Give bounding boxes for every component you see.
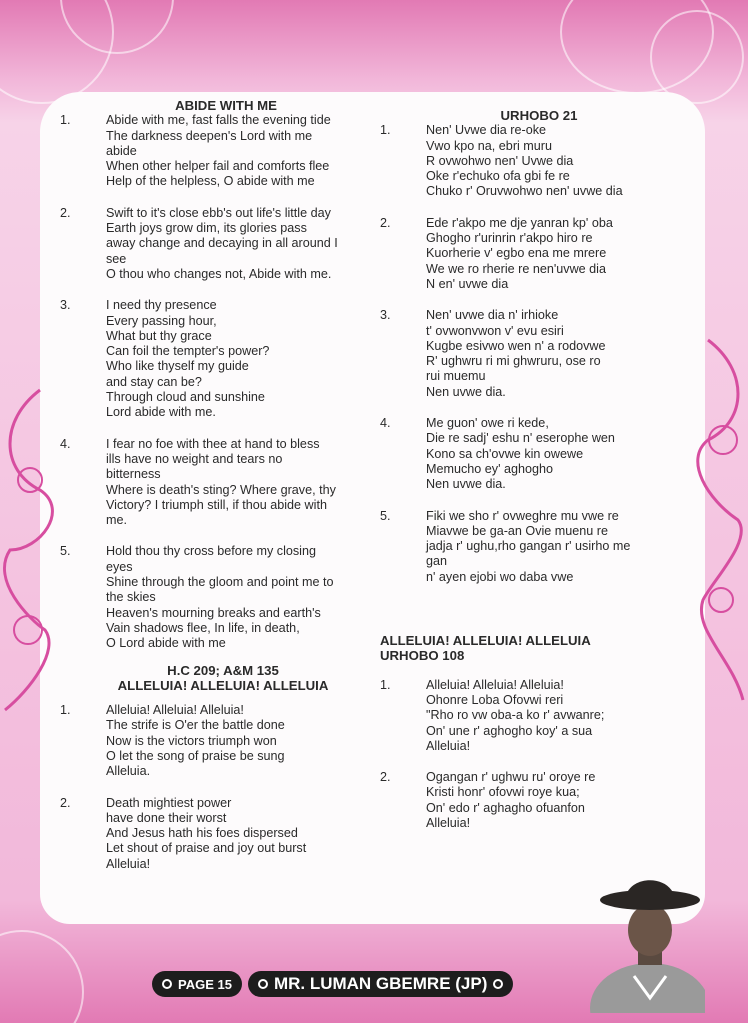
verse-line: Help of the helpless, O abide with me (106, 174, 315, 189)
name-label: MR. LUMAN GBEMRE (JP) (273, 974, 488, 993)
hymn-title-alleluia: ALLELUIA! ALLELUIA! ALLELUIA (117, 677, 329, 693)
verse-line: Ohonre Loba Ofovwi reri (426, 692, 564, 707)
left-column (60, 98, 366, 872)
verse-number: 4. (380, 416, 391, 431)
verse-line: "Rho ro vw oba-a ko r' avwanre; (426, 708, 605, 723)
verse-line: Alleluia! (426, 738, 471, 753)
verse-line: Fiki we sho r' ovweghre mu vwe re (426, 508, 619, 523)
verse-line: Heaven's mourning breaks and earth's (106, 605, 321, 620)
verse-line: jadja r' ughu,rho gangan r' usirho me (426, 539, 631, 554)
verse-line: O Lord abide with me (106, 636, 226, 651)
verse-line: Kono sa ch'ovwe kin owewe (426, 446, 584, 461)
verse-line: Alleluia. (106, 764, 151, 779)
right-column (380, 108, 670, 831)
verse-line: Victory? I triumph still, if thou abide with (106, 497, 327, 512)
verse-number: 2. (380, 215, 391, 230)
hymn-verse (60, 113, 366, 189)
verse-line: have done their worst (106, 810, 227, 825)
verse-line: Vain shadows flee, In life, in death, (106, 620, 300, 635)
verse-line: Through cloud and sunshine (106, 390, 265, 405)
verse-line: n' ayen ejobi wo daba vwe (426, 569, 574, 584)
hymn-verse (380, 308, 670, 400)
verse-line: eyes (106, 559, 133, 574)
verse-line: Hold thou thy cross before my closing (106, 544, 316, 559)
verse-line: We we ro rherie re nen'uvwe dia (426, 261, 606, 276)
hymn-title-urhobo-21: URHOBO 21 (500, 108, 578, 123)
decorative-swirl (0, 930, 84, 1023)
verse-number: 2. (380, 770, 391, 785)
verse-line: Nen' Uvwe dia re-oke (426, 123, 546, 138)
hymn-verse (60, 206, 366, 282)
verse-line: Shine through the gloom and point me to (106, 575, 334, 590)
verse-number: 1. (380, 123, 391, 138)
verse-line: On' une r' aghogho koy' a sua (426, 723, 593, 738)
verse-line: I fear no foe with thee at hand to bless (106, 436, 320, 451)
page-number-badge (152, 971, 242, 997)
verse-number: 2. (60, 205, 71, 220)
hymn-verse (380, 509, 670, 585)
hymn-verse (380, 123, 670, 199)
hymn-verse (380, 770, 670, 831)
verse-line: Ede r'akpo me dje yanran kp' oba (426, 215, 613, 230)
verse-line: N en' uvwe dia (426, 276, 509, 291)
verse-line: and stay can be? (106, 374, 202, 389)
hymn-verse (380, 678, 670, 754)
verse-number: 4. (60, 436, 71, 451)
verse-line: When other helper fail and comforts flee (106, 159, 330, 174)
verse-line: Me guon' owe ri kede, (426, 416, 549, 431)
hymn-verse (60, 437, 366, 529)
verse-line: Nen uvwe dia. (426, 477, 506, 492)
name-badge (248, 971, 513, 997)
hymn-reference: H.C 209; A&M 135 (167, 662, 279, 678)
verse-line: O thou who changes not, Abide with me. (106, 266, 332, 281)
verse-line: t' ovwonvwon v' evu esiri (426, 323, 564, 338)
verse-line: ills have no weight and tears no (106, 451, 283, 466)
verse-number: 3. (380, 308, 391, 323)
verse-line: Oke r'echuko ofa gbi fe re (426, 169, 570, 184)
verse-line: R ovwohwo nen' Uvwe dia (426, 153, 574, 168)
verse-number: 1. (60, 113, 71, 128)
bullet-icon (162, 979, 172, 989)
verse-line: Nen' uvwe dia n' irhioke (426, 308, 559, 323)
page-label: PAGE 15 (178, 976, 232, 992)
verse-line: Ogangan r' ughwu ru' oroye re (426, 770, 596, 785)
verse-line: Die re sadj' eshu n' eserophe wen (426, 431, 615, 446)
verse-line: Where is death's sting? Where grave, thy (106, 482, 336, 497)
verse-line: Vwo kpo na, ebri muru (426, 138, 552, 153)
verse-line: Who like thyself my guide (106, 359, 249, 374)
right-ornament (693, 330, 748, 710)
verse-line: Every passing hour, (106, 313, 217, 328)
verse-line: O let the song of praise be sung (106, 748, 285, 763)
left-ornament (0, 380, 55, 720)
decorative-swirl (650, 10, 744, 104)
bullet-icon (258, 979, 268, 989)
verse-line: What but thy grace (106, 328, 212, 343)
verse-line: Swift to it's close ebb's out life's little day (106, 205, 331, 220)
verse-line: bitterness (106, 467, 161, 482)
verse-number: 1. (380, 677, 391, 692)
verse-line: Chuko r' Oruvwohwo nen' uvwe dia (426, 184, 623, 199)
verse-line: abide (106, 143, 137, 158)
verse-line: Alleluia! Alleluia! Alleluia! (426, 677, 564, 692)
verse-number: 3. (60, 298, 71, 313)
hymn-verse (60, 796, 366, 872)
verse-number: 2. (60, 795, 71, 810)
verse-line: Nen uvwe dia. (426, 384, 506, 399)
hymn-verse (60, 544, 366, 651)
hymn-verse (380, 216, 670, 292)
verse-line: Miavwe be ga-an Ovie muenu re (426, 523, 609, 538)
verse-line: Abide with me, fast falls the evening tide (106, 113, 331, 128)
hymn-title-alleluia-urhobo: ALLELUIA! ALLELUIA! ALLELUIA (380, 633, 591, 649)
verse-line: On' edo r' aghagho ofuanfon (426, 800, 585, 815)
verse-line: Can foil the tempter's power? (106, 344, 270, 359)
verse-line: R' ughwru ri mi ghwruru, ose ro (426, 354, 601, 369)
hymn-verse (380, 416, 670, 492)
verse-line: Lord abide with me. (106, 405, 216, 420)
bullet-icon (493, 979, 503, 989)
verse-line: me. (106, 513, 127, 528)
verse-line: Now is the victors triumph won (106, 733, 277, 748)
verse-line: Kugbe esivwo wen n' a rodovwe (426, 338, 606, 353)
hymn-verse (60, 298, 366, 420)
verse-line: Let shout of praise and joy out burst (106, 841, 307, 856)
portrait-image (590, 858, 705, 1013)
verse-number: 5. (380, 508, 391, 523)
hymn-title-abide-with-me: ABIDE WITH ME (175, 98, 277, 113)
footer (152, 971, 513, 997)
verse-number: 1. (60, 703, 71, 718)
verse-line: The darkness deepen's Lord with me (106, 128, 313, 143)
verse-line: Death mightiest power (106, 795, 232, 810)
verse-line: Kristi honr' ofovwi roye kua; (426, 785, 580, 800)
verse-line: the skies (106, 590, 156, 605)
verse-line: Alleluia! (426, 815, 471, 830)
verse-line: away change and decaying in all around I (106, 236, 338, 251)
verse-line: I need thy presence (106, 298, 217, 313)
verse-line: Memucho ey' aghogho (426, 461, 554, 476)
verse-line: And Jesus hath his foes dispersed (106, 826, 298, 841)
verse-line: Ghogho r'urinrin r'akpo hiro re (426, 231, 593, 246)
verse-line: rui muemu (426, 369, 486, 384)
verse-number: 5. (60, 544, 71, 559)
verse-line: Earth joys grow dim, its glories pass (106, 221, 307, 236)
verse-line: gan (426, 554, 448, 569)
verse-line: Alleluia! Alleluia! Alleluia! (106, 703, 244, 718)
verse-line: The strife is O'er the battle done (106, 718, 285, 733)
verse-line: see (106, 251, 127, 266)
hymn-subtitle-urhobo-108: URHOBO 108 (380, 648, 465, 664)
verse-line: Kuorherie v' egbo ena me mrere (426, 246, 607, 261)
hymn-verse (60, 703, 366, 779)
verse-line: Alleluia! (106, 856, 151, 871)
